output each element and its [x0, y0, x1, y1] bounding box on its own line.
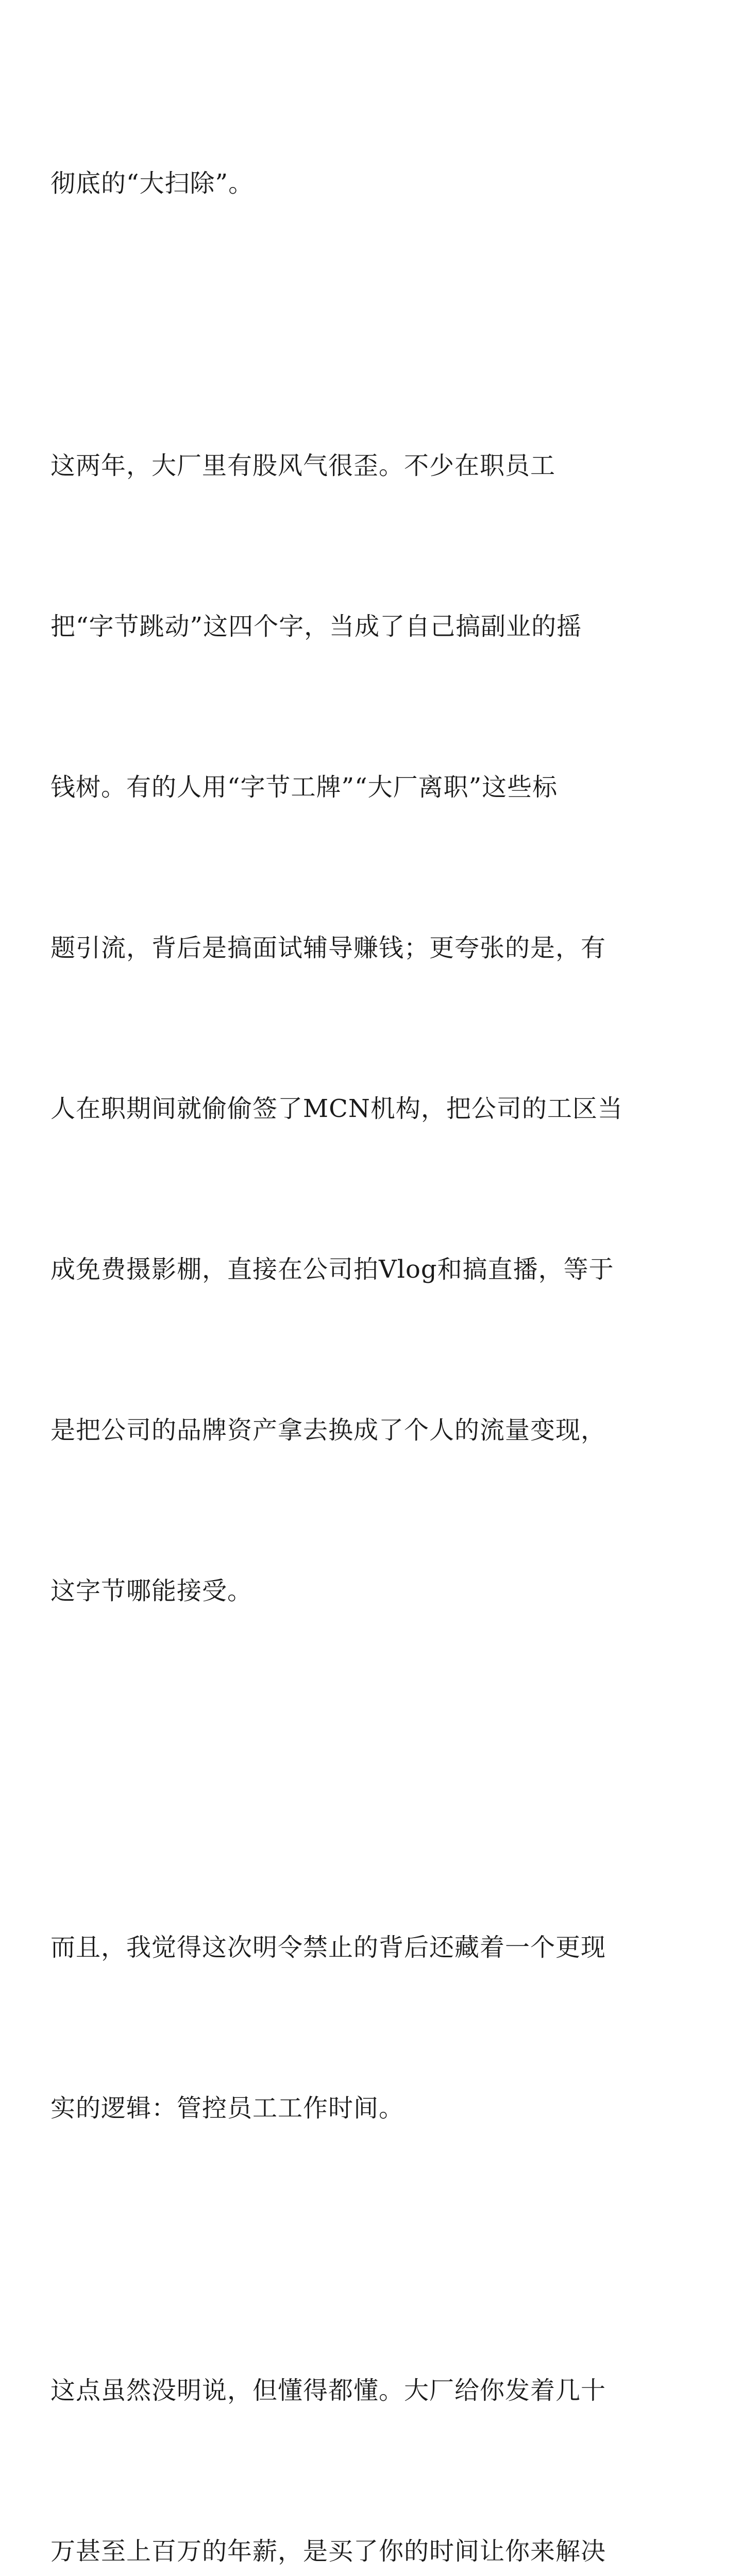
text-line: 人在职期间就偷偷签了MCN机构，把公司的工区当 [50, 1094, 623, 1123]
paragraph-2 [50, 332, 700, 1725]
text-line: 这两年，大厂里有股风气很歪。不少在职员工 [50, 451, 556, 480]
paragraph-1 [50, 49, 700, 317]
text-line: 而且，我觉得这次明令禁止的背后还藏着一个更现 [50, 1933, 606, 1962]
text-line: 成免费摄影棚，直接在公司拍Vlog和搞直播，等于 [50, 1255, 614, 1284]
article-body [50, 49, 700, 2576]
text-line: 这字节哪能接受。 [50, 1577, 253, 1605]
text-line: 钱树。有的人用“字节工牌”“大厂离职”这些标 [50, 773, 558, 802]
text-line: 是把公司的品牌资产拿去换成了个人的流量变现， [50, 1416, 606, 1445]
text-line: 彻底的“大扫除”。 [50, 169, 254, 198]
text-line: 把“字节跳动”这四个字，当成了自己搞副业的摇 [50, 612, 582, 641]
paragraph-3 [50, 1814, 700, 2242]
text-line: 万甚至上百万的年薪，是买了你的时间让你来解决 [50, 2537, 606, 2566]
text-line: 题引流，背后是搞面试辅导赚钱；更夸张的是，有 [50, 934, 606, 962]
text-line: 实的逻辑：管控员工工作时间。 [50, 2094, 404, 2123]
text-line: 这点虽然没明说，但懂得都懂。大厂给你发着几十 [50, 2376, 606, 2405]
paragraph-4 [50, 2257, 700, 2576]
